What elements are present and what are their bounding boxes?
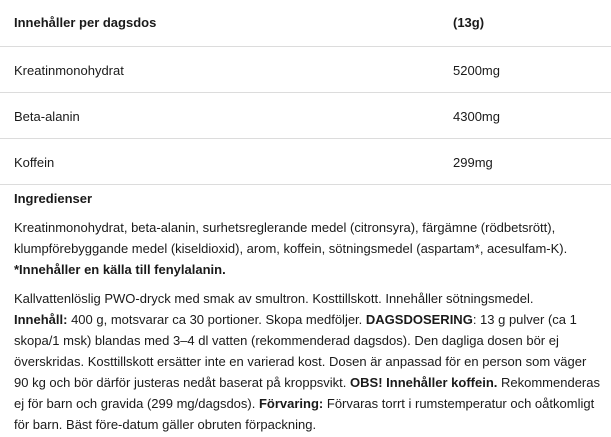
content-text: 400 g, motsvarar ca 30 portioner. Skopa medföljer.: [67, 312, 366, 327]
table-cell-value: 299mg: [453, 155, 493, 170]
nutrition-table: [0, 0, 611, 185]
ingredients-heading: Ingredienser: [14, 191, 93, 206]
table-header-row: [0, 0, 611, 47]
table-cell-name: Koffein: [14, 155, 55, 170]
table-cell-value: 4300mg: [453, 109, 500, 124]
dosage-text: : 13 g pulver (ca 1 skopa/1 msk) blandas med 3–4 dl vatten (rekommenderad dagsdos). Den dagliga dosen bör ej överskridas. Kosttillskott ersätter inte en varierad kost. Dosen är anpassad för en person som väger 90 kg och bör därför justeras nedåt baserat på kroppsvikt.: [14, 312, 587, 390]
storage-label: Förvaring:: [258, 396, 324, 411]
table-header-value: (13g): [453, 15, 485, 30]
table-row: [0, 139, 611, 185]
table-row: [0, 93, 611, 139]
ingredients-text: Kreatinmonohydrat, beta-alanin, surhetsreglerande medel (citronsyra), färgämne (rödbetsrött), klumpförebyggande medel (kiseldioxid), arom, koffein, sötningsmedel (aspartam*, acesulfam-K).: [14, 220, 568, 256]
caffeine-warning: OBS! Innehåller koffein.: [350, 375, 498, 390]
dosage-label: DAGSDOSERING: [365, 312, 473, 327]
product-info: [14, 288, 604, 435]
warning-text: Rekommenderas ej för barn och gravida (299 mg/dagsdos).: [14, 375, 600, 411]
table-row: [0, 47, 611, 93]
table-cell-value: 5200mg: [453, 63, 500, 78]
storage-text: Förvaras torrt i rumstemperatur och oåtkomligt för barn. Bäst före-datum gäller obruten förpackning.: [14, 396, 595, 432]
table-header-name: Innehåller per dagsdos: [14, 15, 157, 30]
ingredients-section: [14, 191, 604, 435]
table-cell-name: Beta-alanin: [14, 109, 80, 124]
table-cell-name: Kreatinmonohydrat: [14, 63, 124, 78]
content-label: Innehåll:: [14, 312, 68, 327]
ingredients-note: *Innehåller en källa till fenylalanin.: [14, 262, 226, 277]
info-intro: Kallvattenlöslig PWO-dryck med smak av smultron. Kosttillskott. Innehåller sötningsmedel.: [14, 291, 534, 306]
